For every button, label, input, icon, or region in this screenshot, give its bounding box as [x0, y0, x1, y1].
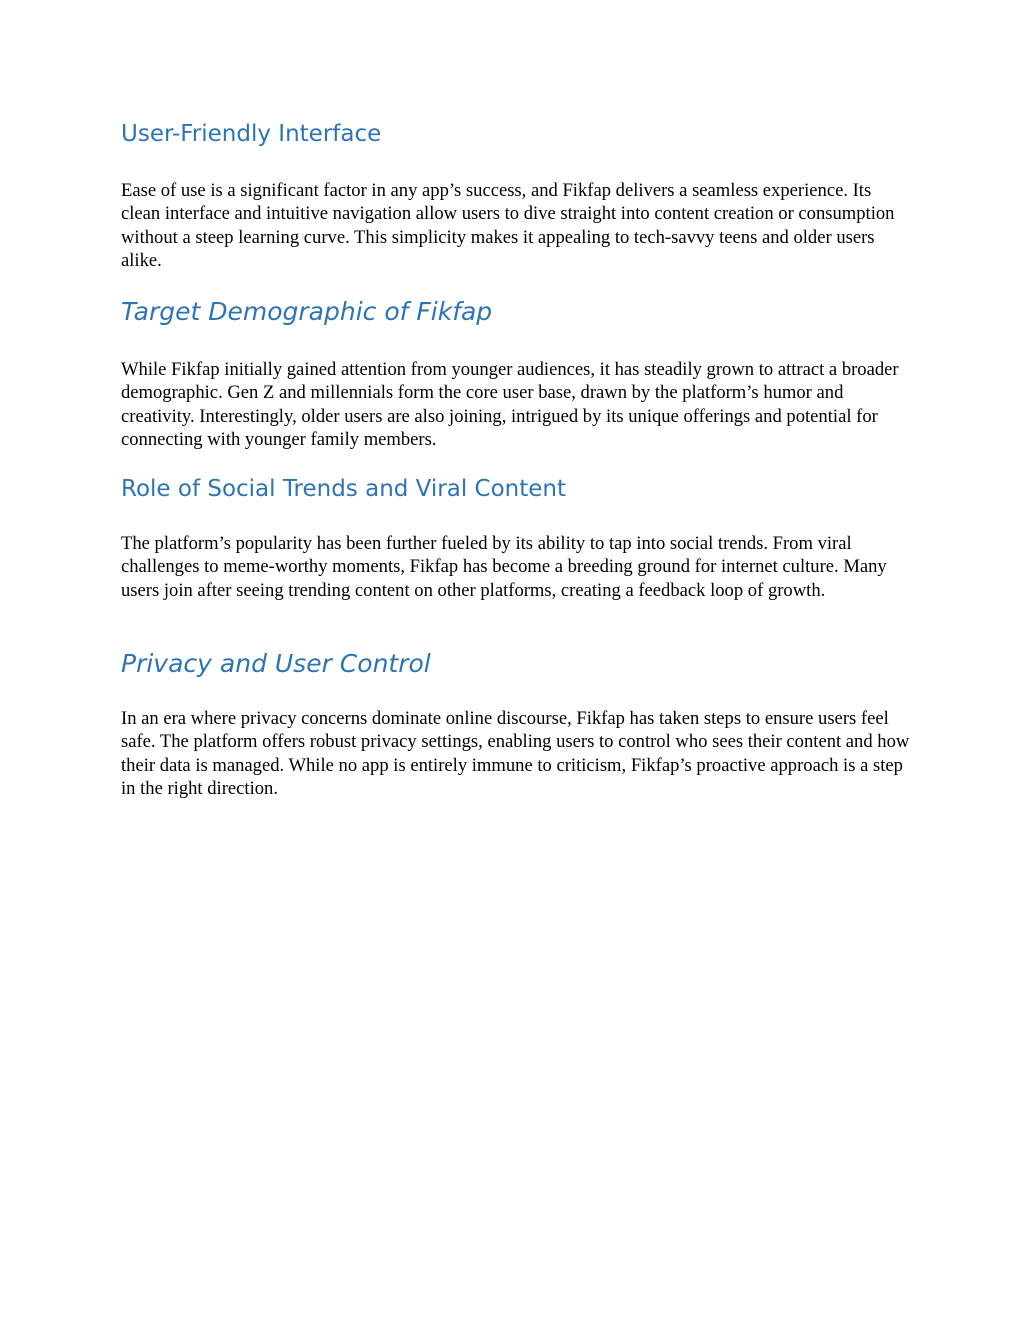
paragraph-privacy-user-control: In an era where privacy concerns dominate online discourse, Fikfap has taken steps to ensure users feel safe. The platform offers robust privacy settings, enabling users to control who sees their content and how their data is managed. While no app is entirely immune to criticism, Fikfap’s proactive approach is a step in the right direction. [121, 708, 910, 799]
heading-user-friendly-interface: User-Friendly Interface [121, 121, 382, 147]
paragraph-social-trends: The platform’s popularity has been further fueled by its ability to tap into social trends. From viral challenges to meme-worthy moments, Fikfap has become a breeding ground for internet culture. Many users join after seeing trending content on other platforms, creating a feedback loop of growth. [121, 533, 887, 601]
heading-social-trends: Role of Social Trends and Viral Content [121, 476, 567, 502]
paragraph-user-friendly-interface: Ease of use is a significant factor in any app’s success, and Fikfap delivers a seamless experience. Its clean interface and intuitive navigation allow users to dive straight into content creation or consumption without a steep learning curve. This simplicity makes it appealing to tech-savvy teens and older users alike. [121, 180, 895, 271]
heading-privacy-user-control: Privacy and User Control [121, 649, 431, 678]
paragraph-target-demographic: While Fikfap initially gained attention from younger audiences, it has steadily grown to attract a broader demographic. Gen Z and millennials form the core user base, drawn by the platform’s humor and creativity. Interestingly, older users are also joining, intrigued by its unique offerings and potential for connecting with younger family members. [121, 359, 899, 450]
heading-target-demographic: Target Demographic of Fikfap [121, 297, 493, 326]
document-page [121, 0, 911, 1325]
